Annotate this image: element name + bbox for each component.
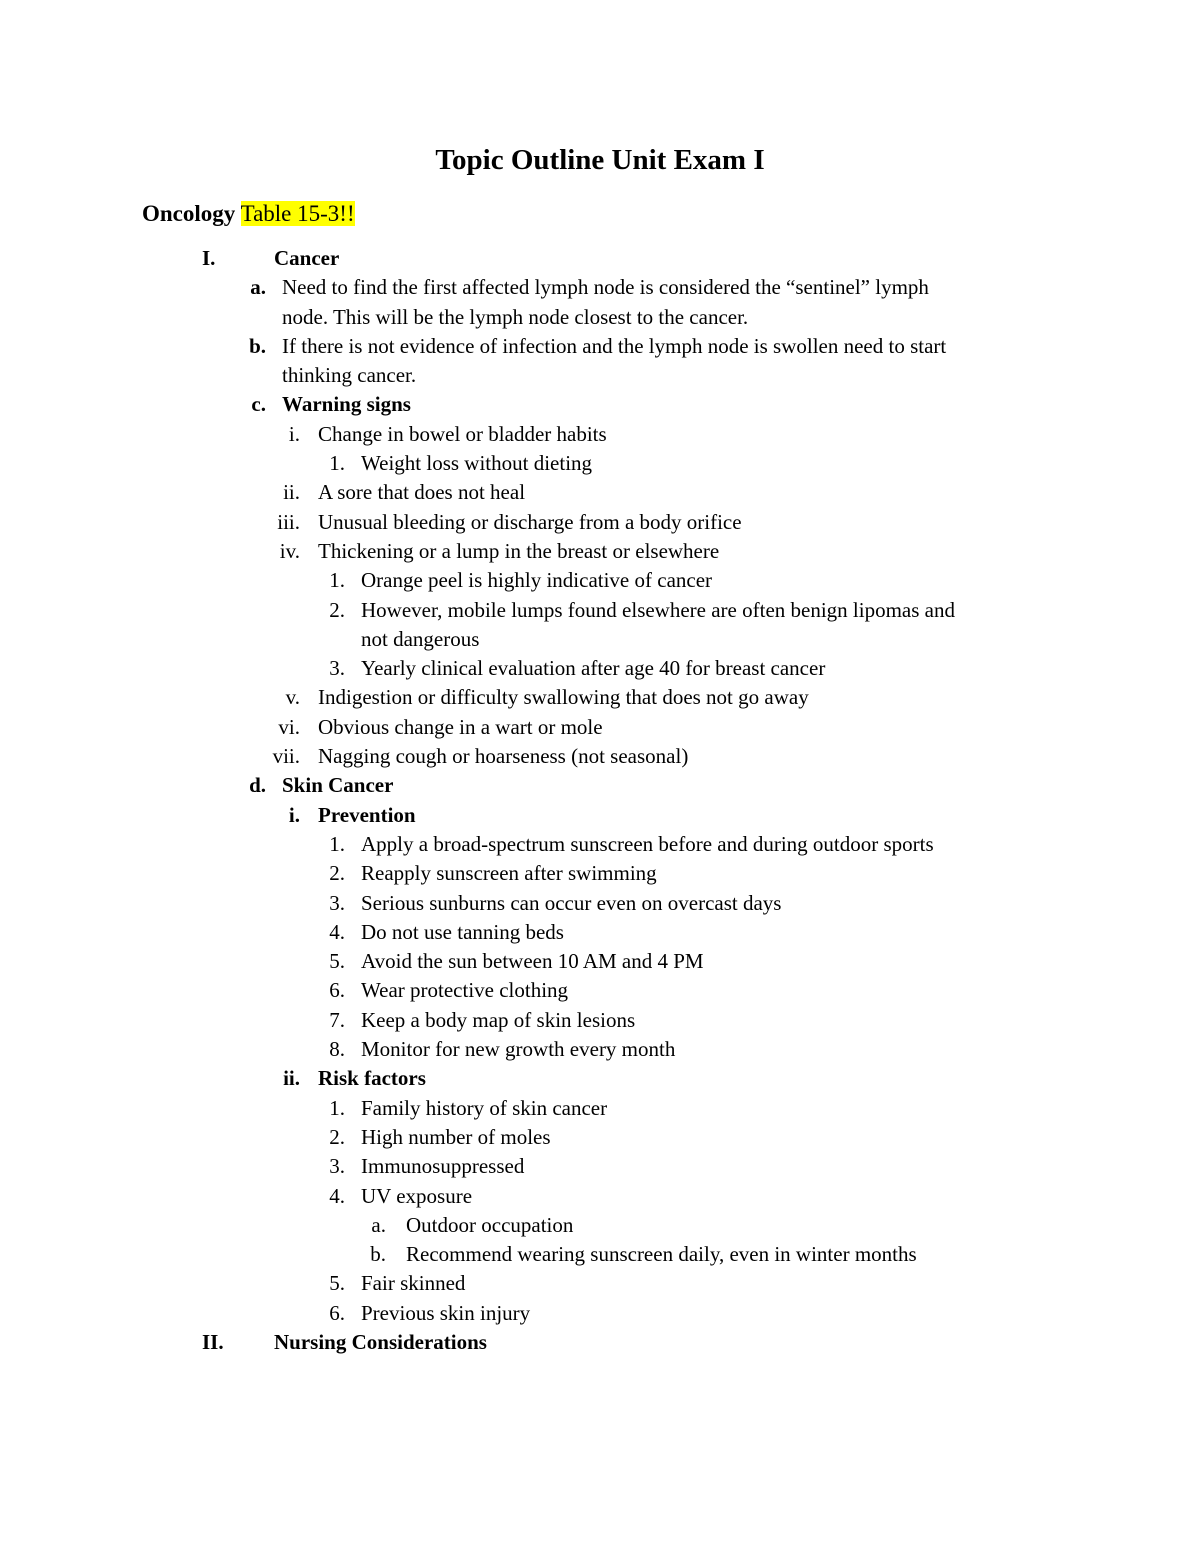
- item-marker: iii.: [277, 509, 300, 534]
- outline-item-c-vii: [0, 742, 1200, 771]
- outline-item-d-i: [0, 801, 1200, 830]
- item-text: Yearly clinical evaluation after age 40 for breast cancer: [361, 656, 826, 681]
- item-text: Keep a body map of skin lesions: [361, 1007, 636, 1032]
- outline-item-II: [0, 1328, 1200, 1357]
- item-marker: 1.: [329, 568, 345, 593]
- item-text: thinking cancer.: [282, 363, 417, 388]
- item-text: Outdoor occupation: [406, 1212, 574, 1237]
- item-marker: 2.: [329, 597, 345, 622]
- outline-item-c-iv-3: [0, 654, 1200, 683]
- item-marker: 2.: [329, 861, 345, 886]
- outline-item-c-i-1: [0, 449, 1200, 478]
- outline-item-b-cont: [0, 361, 1200, 390]
- item-marker: v.: [285, 685, 300, 710]
- outline-item-d: [0, 771, 1200, 800]
- item-marker: 4.: [329, 1183, 345, 1208]
- outline: [0, 244, 1200, 1357]
- item-marker: 1.: [329, 451, 345, 476]
- item-marker: ii.: [283, 480, 300, 505]
- item-marker: 4.: [329, 919, 345, 944]
- item-text: Reapply sunscreen after swimming: [361, 861, 657, 886]
- item-text: Cancer: [274, 246, 340, 270]
- item-marker: 5.: [329, 1271, 345, 1296]
- item-text: Need to find the first affected lymph node is considered the “sentinel” lymph: [282, 275, 929, 300]
- outline-item-c-iv: [0, 537, 1200, 566]
- item-text: Orange peel is highly indicative of cancer: [361, 568, 713, 593]
- item-marker: 3.: [329, 1154, 345, 1179]
- item-marker: vi.: [278, 714, 300, 739]
- item-text: Immunosuppressed: [361, 1154, 525, 1179]
- list-item: [0, 1240, 1200, 1269]
- item-text: Prevention: [318, 802, 416, 827]
- item-marker: 7.: [329, 1007, 345, 1032]
- item-marker: b.: [249, 333, 266, 358]
- item-marker: I.: [202, 246, 216, 270]
- item-text: not dangerous: [361, 626, 480, 651]
- list-item: [0, 830, 1200, 859]
- list-item: [0, 1123, 1200, 1152]
- item-marker: a.: [250, 275, 266, 300]
- item-text: Recommend wearing sunscreen daily, even in winter months: [406, 1242, 917, 1267]
- item-text: Do not use tanning beds: [361, 919, 564, 944]
- item-text: Serious sunburns can occur even on overcast days: [361, 890, 782, 915]
- outline-item-a: [0, 273, 1200, 302]
- item-marker: II.: [202, 1329, 224, 1354]
- item-marker: 3.: [329, 656, 345, 681]
- outline-item-c-ii: [0, 478, 1200, 507]
- item-marker: 6.: [329, 978, 345, 1003]
- list-item: [0, 1094, 1200, 1123]
- outline-item-c-v: [0, 683, 1200, 712]
- list-item: [0, 1182, 1200, 1211]
- list-item: [0, 1006, 1200, 1035]
- list-item: [0, 947, 1200, 976]
- section-highlight: Table 15-3!!: [240, 201, 355, 226]
- item-text: Unusual bleeding or discharge from a body orifice: [318, 509, 742, 534]
- item-marker: 1.: [329, 831, 345, 856]
- outline-item-d-ii: [0, 1064, 1200, 1093]
- item-marker: 8.: [329, 1037, 345, 1062]
- item-text: Warning signs: [282, 392, 411, 417]
- item-text: Wear protective clothing: [361, 978, 569, 1003]
- section-name: Oncology: [142, 201, 236, 226]
- outline-item-c-iv-1: [0, 566, 1200, 595]
- item-text: Avoid the sun between 10 AM and 4 PM: [361, 949, 704, 974]
- item-text: Family history of skin cancer: [361, 1095, 608, 1120]
- section-heading: [142, 197, 355, 231]
- item-marker: c.: [251, 392, 266, 417]
- item-marker: 5.: [329, 949, 345, 974]
- item-text: However, mobile lumps found elsewhere are often benign lipomas and: [361, 597, 955, 622]
- item-marker: b.: [370, 1242, 386, 1267]
- item-text: Monitor for new growth every month: [361, 1037, 676, 1062]
- list-item: [0, 1035, 1200, 1064]
- item-marker: 3.: [329, 890, 345, 915]
- list-item: [0, 1269, 1200, 1298]
- outline-item-c-iv-2: [0, 596, 1200, 625]
- outline-item-c: [0, 390, 1200, 419]
- list-item: [0, 859, 1200, 888]
- item-text: High number of moles: [361, 1124, 551, 1149]
- item-text: Apply a broad-spectrum sunscreen before and during outdoor sports: [361, 831, 934, 856]
- list-item: [0, 918, 1200, 947]
- list-item: [0, 1299, 1200, 1328]
- item-text: Skin Cancer: [282, 773, 394, 798]
- item-marker: i.: [288, 421, 300, 446]
- item-marker: ii.: [283, 1066, 300, 1091]
- outline-item-c-i: [0, 420, 1200, 449]
- item-text: node. This will be the lymph node closest to the cancer.: [282, 304, 749, 329]
- list-item: [0, 976, 1200, 1005]
- list-item: [0, 889, 1200, 918]
- item-text: Change in bowel or bladder habits: [318, 421, 607, 446]
- item-text: Previous skin injury: [361, 1300, 531, 1325]
- item-marker: a.: [371, 1212, 386, 1237]
- list-item: [0, 1211, 1200, 1240]
- item-marker: 6.: [329, 1300, 345, 1325]
- item-marker: iv.: [279, 538, 300, 563]
- item-text: Obvious change in a wart or mole: [318, 714, 603, 739]
- item-text: Risk factors: [318, 1066, 426, 1091]
- item-text: Nursing Considerations: [274, 1329, 487, 1354]
- outline-item-c-vi: [0, 713, 1200, 742]
- item-text: Weight loss without dieting: [361, 451, 593, 476]
- item-text: Fair skinned: [361, 1271, 466, 1296]
- item-text: If there is not evidence of infection and the lymph node is swollen need to start: [282, 333, 947, 358]
- item-text: Thickening or a lump in the breast or elsewhere: [318, 538, 720, 563]
- item-text: Nagging cough or hoarseness (not seasonal): [318, 744, 689, 769]
- item-text: UV exposure: [361, 1183, 473, 1208]
- page-title: Topic Outline Unit Exam I: [435, 144, 765, 176]
- outline-item-c-iii: [0, 508, 1200, 537]
- outline-item-I: [0, 244, 1200, 273]
- list-item: [0, 1152, 1200, 1181]
- item-marker: vii.: [272, 744, 300, 769]
- item-marker: d.: [249, 773, 266, 798]
- item-marker: i.: [288, 802, 300, 827]
- outline-item-c-iv-2-cont: [0, 625, 1200, 654]
- outline-item-b: [0, 332, 1200, 361]
- outline-item-a-cont: [0, 303, 1200, 332]
- item-text: A sore that does not heal: [318, 480, 526, 505]
- item-marker: 2.: [329, 1124, 345, 1149]
- item-text: Indigestion or difficulty swallowing that does not go away: [318, 685, 809, 710]
- item-marker: 1.: [329, 1095, 345, 1120]
